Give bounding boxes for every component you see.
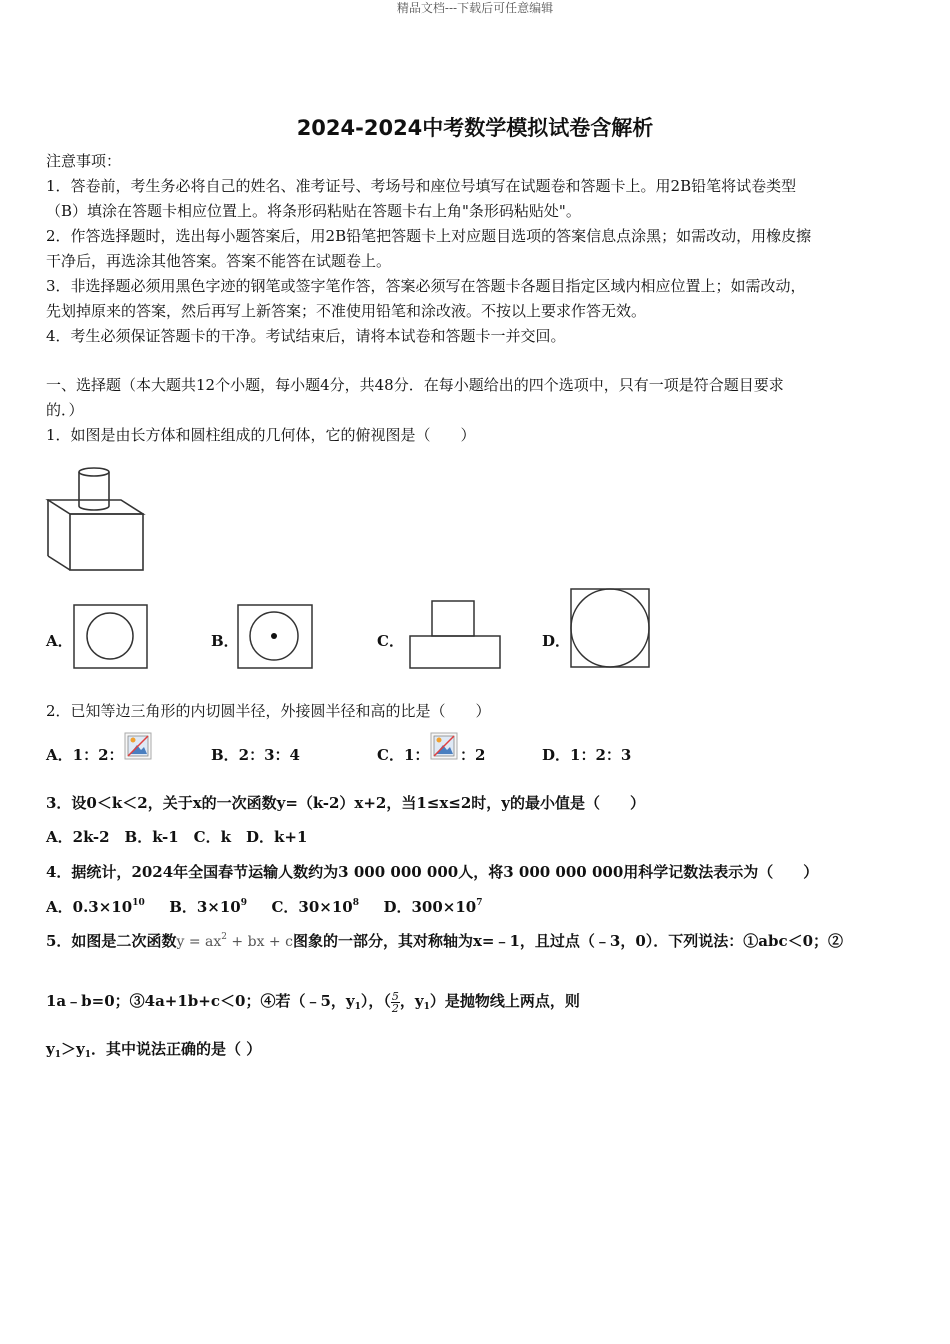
formula-part: + bx + c <box>226 934 293 950</box>
option-d-label: D． <box>542 632 571 650</box>
section-heading-cont: 的．） <box>46 401 84 419</box>
exponent: 10 <box>132 898 145 908</box>
notice-line: 先划掉原来的答案，然后再写上新答案；不准使用铅笔和涂改液。不按以上要求作答无效。 <box>46 302 647 320</box>
question-5-text <box>46 930 843 953</box>
option-c-text: C．30×10 <box>271 898 353 916</box>
section-heading: 一、选择题（本大题共12个小题，每小题4分，共48分．在每小题给出的四个选项中，只有一项是符合题目要求 <box>46 376 784 394</box>
option-a-text: A．1：2： <box>46 746 124 764</box>
quadratic-formula <box>176 934 293 950</box>
formula-part: y = ax <box>176 934 222 950</box>
notice-line: 2．作答选择题时，选出每小题答案后，用2B铅笔把答题卡上对应题目选项的答案信息点涂黑；如需改动，用橡皮擦 <box>46 227 812 245</box>
q5-line2-part: ，y <box>399 992 424 1010</box>
q5-line3-part: ＞y <box>60 1040 85 1058</box>
broken-image-icon <box>430 732 458 760</box>
notice-line: 4．考生必须保证答题卡的干净。考试结束后，请将本试卷和答题卡一并交回。 <box>46 327 566 345</box>
option-d-text: D．300×10 <box>383 898 477 916</box>
option-b-text: B．2：3：4 <box>211 746 300 764</box>
q5-line2-part: ），（ <box>360 992 391 1010</box>
option-c-figure <box>408 599 503 671</box>
option-b-figure <box>237 604 314 670</box>
option-d-figure <box>570 588 652 670</box>
question-3-text: 3．设0＜k＜2，关于x的一次函数y=（k-2）x+2，当1≤x≤2时，y的最小值是（ ） <box>46 794 645 812</box>
notice-line: 1．答卷前，考生务必将自己的姓名、准考证号、考场号和座位号填写在试题卷和答题卡上。用2B铅笔将试卷类型 <box>46 177 797 195</box>
subscript: 1 <box>354 1002 361 1012</box>
exponent: 9 <box>240 898 248 908</box>
notice-line: 干净后，再选涂其他答案。答案不能答在试题卷上。 <box>46 252 392 270</box>
option-a-label: A． <box>46 632 73 650</box>
question-5-line-3 <box>46 1038 261 1060</box>
fraction-denominator: 2 <box>391 1001 399 1015</box>
notice-heading: 注意事项： <box>46 152 122 170</box>
question-3-options: A．2k-2 B．k-1 C．k D．k+1 <box>46 828 308 846</box>
geometry-solid-figure <box>44 464 148 576</box>
option-b-label: B． <box>211 632 239 650</box>
fraction-numerator: 5 <box>391 989 399 1003</box>
exponent: 8 <box>352 898 360 908</box>
question-1-text: 1．如图是由长方体和圆柱组成的几何体，它的俯视图是（ ） <box>46 426 476 444</box>
q5-line2-part: 1a﹣b=0；③4a+1b+c＜0；④若（﹣5，y <box>46 992 355 1010</box>
broken-image-icon <box>124 732 152 760</box>
option-c-text: C．1： <box>377 746 430 764</box>
exponent: 7 <box>476 898 483 908</box>
question-2-options-a <box>46 744 124 766</box>
question-4-text: 4．据统计，2024年全国春节运输人数约为3 000 000 000人，将3 000 000 000用科学记数法表示为（ ） <box>46 863 819 881</box>
fraction <box>391 991 400 1014</box>
notice-line: 3．非选择题必须用黑色字迹的钢笔或签字笔作答，答案必须写在答题卡各题目指定区域内相应位置上；如需改动， <box>46 277 806 295</box>
q5-line2-part: ）是抛物线上两点，则 <box>429 992 580 1010</box>
page-title: 2024-2024中考数学模拟试卷含解析 <box>296 116 654 140</box>
option-a-figure <box>73 604 149 670</box>
q5-suffix: 图象的一部分，其对称轴为x=﹣1，且过点（﹣3，0）．下列说法：①abc＜0；② <box>292 932 844 950</box>
formula-exponent: 2 <box>221 932 227 942</box>
q5-prefix: 5．如图是二次函数 <box>46 932 177 950</box>
option-a-text: A．0.3×10 <box>46 898 133 916</box>
option-b-text: B．3×10 <box>169 898 241 916</box>
option-c-text-tail: ：2 <box>460 746 486 764</box>
subscript: 1 <box>84 1050 91 1060</box>
option-d-text: D．1：2：3 <box>542 746 632 764</box>
question-4-options <box>46 896 483 918</box>
notice-line: （B）填涂在答题卡相应位置上。将条形码粘贴在答题卡右上角"条形码粘贴处"。 <box>46 202 581 220</box>
q5-line3-part: ．其中说法正确的是（ ） <box>90 1040 262 1058</box>
question-5-line-2 <box>46 990 580 1014</box>
page-header-note: 精品文档---下载后可任意编辑 <box>396 1 554 15</box>
subscript: 1 <box>423 1002 430 1012</box>
option-c-label: C． <box>377 632 404 650</box>
subscript: 1 <box>54 1050 61 1060</box>
question-2-text: 2．已知等边三角形的内切圆半径，外接圆半径和高的比是（ ） <box>46 702 491 720</box>
q5-line3-part: y <box>46 1040 55 1058</box>
